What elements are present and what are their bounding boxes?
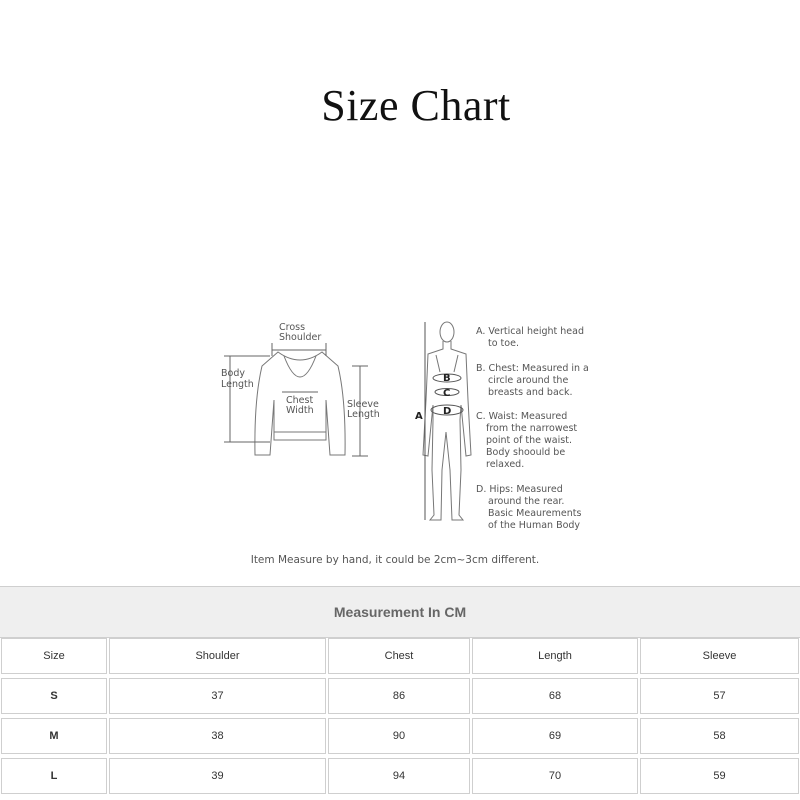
note-d: Basic Meaurements bbox=[488, 508, 582, 519]
note-b: breasts and back. bbox=[488, 387, 573, 398]
length-cell: 69 bbox=[472, 718, 638, 754]
shoulder-cell: 37 bbox=[109, 678, 326, 714]
chest-width-label: Width bbox=[286, 405, 314, 416]
table-header-row bbox=[0, 638, 800, 676]
body-length-label: Body bbox=[221, 368, 245, 379]
cross-shoulder-label: Shoulder bbox=[279, 332, 322, 343]
note-c: C. Waist: Measured bbox=[476, 411, 568, 422]
length-cell: 70 bbox=[472, 758, 638, 794]
figure-measure-lines bbox=[425, 322, 463, 520]
note-c: from the narrowest bbox=[486, 423, 578, 434]
human-figure bbox=[423, 322, 471, 520]
table-row bbox=[0, 758, 800, 796]
note-d: of the Human Body bbox=[488, 520, 581, 531]
note-b: B. Chest: Measured in a bbox=[476, 363, 589, 374]
header-length: Length bbox=[472, 638, 638, 674]
page-title: Size Chart bbox=[321, 81, 511, 130]
sleeve-cell: 57 bbox=[640, 678, 799, 714]
note-c: Body shoould be bbox=[486, 447, 566, 458]
sleeve-length-label: Length bbox=[347, 409, 380, 420]
sleeve-cell: 59 bbox=[640, 758, 799, 794]
shoulder-cell: 38 bbox=[109, 718, 326, 754]
measure-disclaimer: Item Measure by hand, it could be 2cm~3cm different. bbox=[250, 554, 540, 566]
chest-cell: 90 bbox=[328, 718, 470, 754]
chest-width-label: Chest bbox=[286, 395, 314, 406]
header-size: Size bbox=[1, 638, 107, 674]
note-c: relaxed. bbox=[486, 459, 525, 470]
body-length-label: Length bbox=[221, 379, 254, 390]
size-cell: L bbox=[1, 758, 107, 794]
note-d: D. Hips: Measured bbox=[476, 484, 563, 495]
header-chest: Chest bbox=[328, 638, 470, 674]
waist-letter: C bbox=[443, 388, 451, 399]
length-cell: 68 bbox=[472, 678, 638, 714]
note-d: around the rear. bbox=[488, 496, 565, 507]
size-cell: M bbox=[1, 718, 107, 754]
table-row bbox=[0, 718, 800, 756]
header-sleeve: Sleeve bbox=[640, 638, 799, 674]
chest-cell: 86 bbox=[328, 678, 470, 714]
hips-letter: D bbox=[443, 406, 452, 417]
note-a: to toe. bbox=[488, 338, 519, 349]
note-b: circle around the bbox=[488, 375, 569, 386]
table-row bbox=[0, 678, 800, 716]
shoulder-cell: 39 bbox=[109, 758, 326, 794]
height-letter: A bbox=[415, 411, 423, 422]
sleeve-length-label: Sleeve bbox=[347, 399, 379, 410]
cross-shoulder-label: Cross bbox=[279, 322, 306, 333]
chest-cell: 94 bbox=[328, 758, 470, 794]
table-caption: Measurement In CM bbox=[0, 586, 800, 638]
measurement-table bbox=[0, 586, 800, 800]
size-cell: S bbox=[1, 678, 107, 714]
note-c: point of the waist. bbox=[486, 435, 572, 446]
sleeve-cell: 58 bbox=[640, 718, 799, 754]
note-a: A. Vertical height head bbox=[476, 326, 584, 337]
header-shoulder: Shoulder bbox=[109, 638, 326, 674]
chest-letter: B bbox=[443, 373, 451, 384]
